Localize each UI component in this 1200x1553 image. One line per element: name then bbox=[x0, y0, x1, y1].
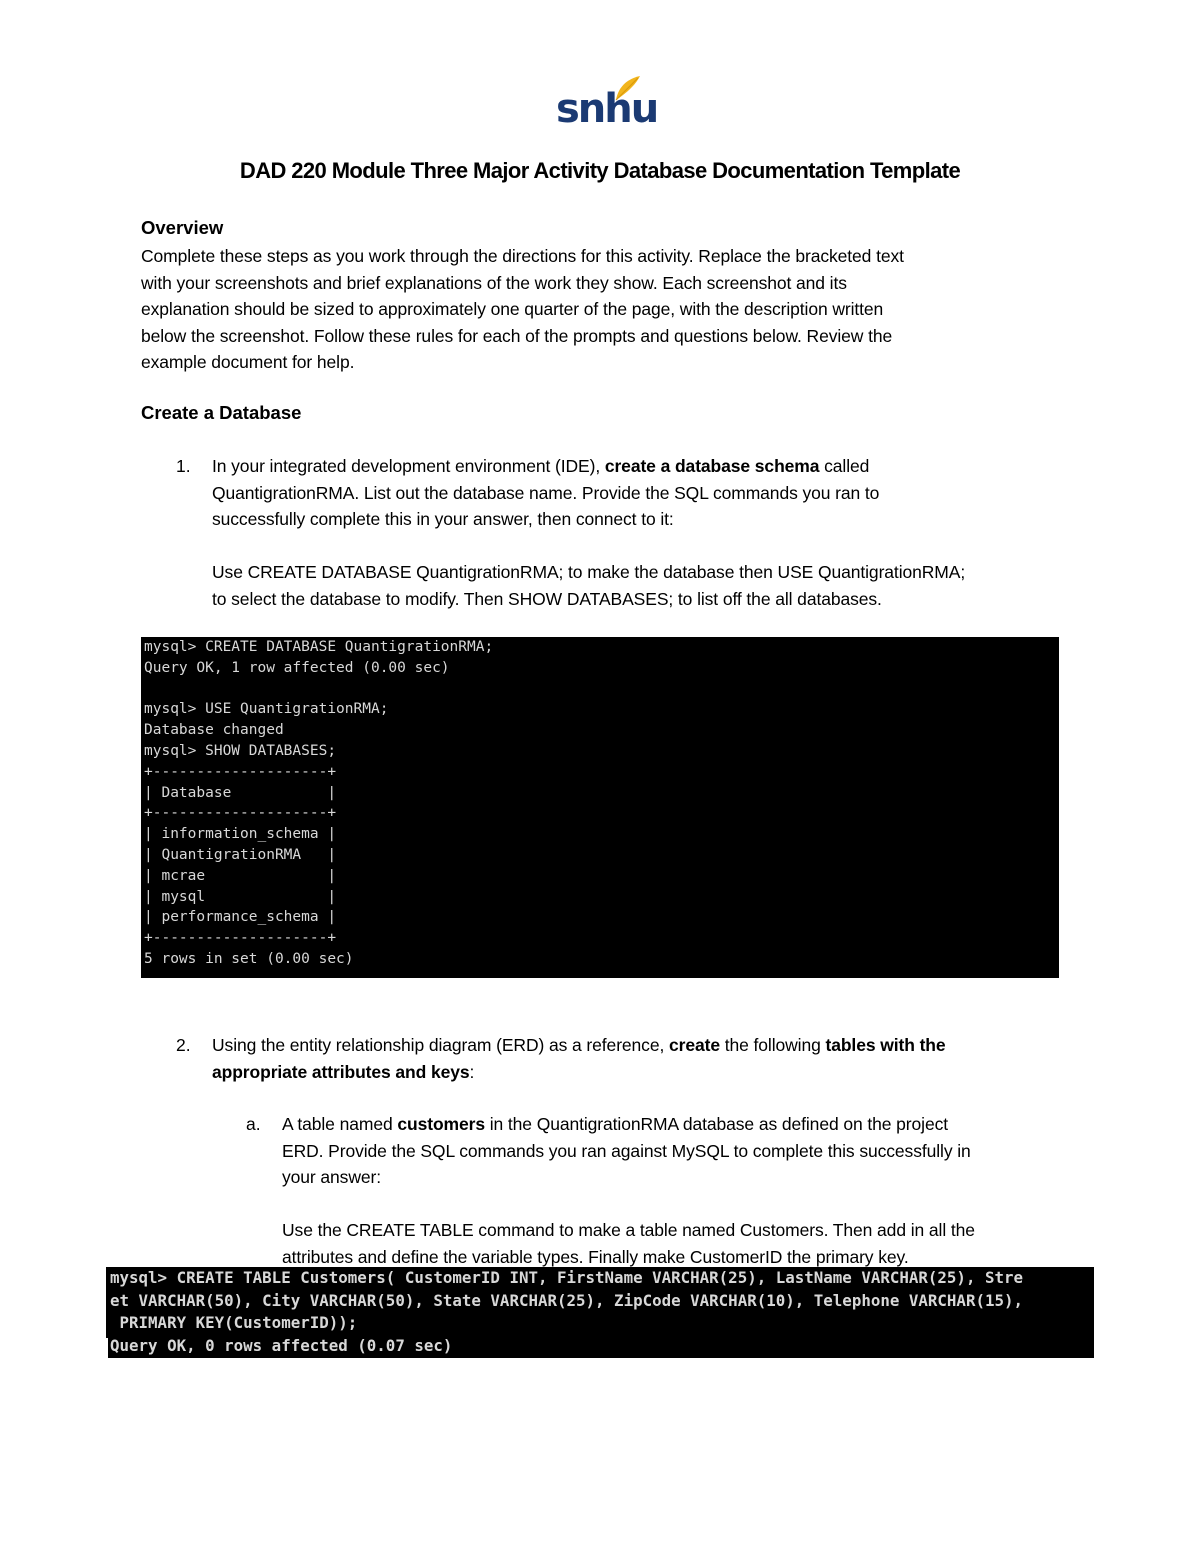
overview-line: Complete these steps as you work through the directions for this activity. Replace the bracketed text bbox=[141, 246, 904, 266]
terminal-line: | performance_schema | bbox=[144, 909, 337, 925]
terminal-line: | mysql | bbox=[144, 889, 337, 905]
overview-line: with your screenshots and brief explanations of the work they show. Each screenshot and its bbox=[141, 272, 847, 293]
terminal-cursor bbox=[106, 1338, 108, 1358]
terminal-line: mysql> CREATE TABLE Customers( CustomerID INT, FirstName VARCHAR(25), LastName VARCHAR(25), Stre bbox=[110, 1268, 1024, 1287]
document-title: DAD 220 Module Three Major Activity Database Documentation Template bbox=[239, 158, 961, 183]
item2a-prompt bbox=[282, 1111, 971, 1191]
item2a-line: ERD. Provide the SQL commands you ran against MySQL to complete this successfully in bbox=[282, 1140, 971, 1161]
terminal-line: | Database | bbox=[144, 785, 337, 801]
terminal-line: | QuantigrationRMA | bbox=[144, 847, 337, 863]
terminal-line: | mcrae | bbox=[144, 868, 337, 884]
item2a-line: your answer: bbox=[282, 1167, 381, 1187]
item1-prompt bbox=[212, 453, 879, 533]
create-database-heading: Create a Database bbox=[141, 402, 302, 423]
overview-line: explanation should be sized to approximately one quarter of the page, with the description written bbox=[141, 299, 884, 319]
terminal-line: mysql> SHOW DATABASES; bbox=[144, 743, 337, 759]
terminal-line: Query OK, 0 rows affected (0.07 sec) bbox=[110, 1336, 453, 1355]
list-number: 2. bbox=[176, 1035, 191, 1055]
logo-wordmark: snhu bbox=[556, 86, 658, 132]
terminal-line: mysql> CREATE DATABASE QuantigrationRMA; bbox=[144, 639, 494, 655]
item2-line: Using the entity relationship diagram (ERD) as a reference, create the following tables with the bbox=[212, 1035, 946, 1055]
overview-line: example document for help. bbox=[141, 352, 355, 372]
answer-line: attributes and define the variable types. Finally make CustomerID the primary key. bbox=[282, 1246, 909, 1267]
overview-line: below the screenshot. Follow these rules for each of the prompts and questions below. Review the bbox=[141, 325, 893, 346]
terminal-line: Query OK, 1 row affected (0.00 sec) bbox=[144, 660, 450, 676]
item1-line: QuantigrationRMA. List out the database name. Provide the SQL commands you ran to bbox=[212, 482, 880, 503]
terminal-screenshot-create-table bbox=[106, 1267, 1094, 1358]
leaf-icon bbox=[612, 74, 642, 102]
terminal-line: 5 rows in set (0.00 sec) bbox=[144, 951, 354, 967]
list-number: 1. bbox=[176, 456, 191, 476]
answer-line: Use the CREATE TABLE command to make a table named Customers. Then add in all the bbox=[282, 1220, 975, 1240]
answer-line: Use CREATE DATABASE QuantigrationRMA; to make the database then USE QuantigrationRMA; bbox=[212, 562, 966, 582]
terminal-line: Database changed bbox=[144, 722, 284, 738]
overview-heading: Overview bbox=[141, 217, 224, 238]
overview-paragraph bbox=[141, 243, 904, 376]
item1-line: In your integrated development environment (IDE), create a database schema called bbox=[212, 456, 870, 476]
terminal-line: PRIMARY KEY(CustomerID)); bbox=[110, 1313, 358, 1332]
snhu-logo bbox=[556, 74, 658, 132]
item2-line: appropriate attributes and keys: bbox=[212, 1061, 475, 1082]
list-letter: a. bbox=[246, 1114, 261, 1134]
terminal-line: et VARCHAR(50), City VARCHAR(50), State VARCHAR(25), ZipCode VARCHAR(10), Telephone VARCHAR(15), bbox=[110, 1291, 1024, 1310]
item2a-line: A table named customers in the QuantigrationRMA database as defined on the project bbox=[282, 1114, 948, 1134]
terminal-line: +--------------------+ bbox=[144, 930, 337, 946]
terminal-line: | information_schema | bbox=[144, 826, 337, 842]
terminal-line: mysql> USE QuantigrationRMA; bbox=[144, 701, 389, 717]
item2-prompt bbox=[212, 1032, 946, 1085]
answer-line: to select the database to modify. Then SHOW DATABASES; to list off the all databases. bbox=[212, 588, 882, 609]
terminal-screenshot-create-database bbox=[141, 637, 1059, 978]
item1-answer bbox=[212, 559, 965, 612]
terminal-line: +--------------------+ bbox=[144, 764, 337, 780]
item1-line: successfully complete this in your answer, then connect to it: bbox=[212, 509, 674, 529]
terminal-line: +--------------------+ bbox=[144, 805, 337, 821]
item2a-answer bbox=[282, 1217, 975, 1270]
